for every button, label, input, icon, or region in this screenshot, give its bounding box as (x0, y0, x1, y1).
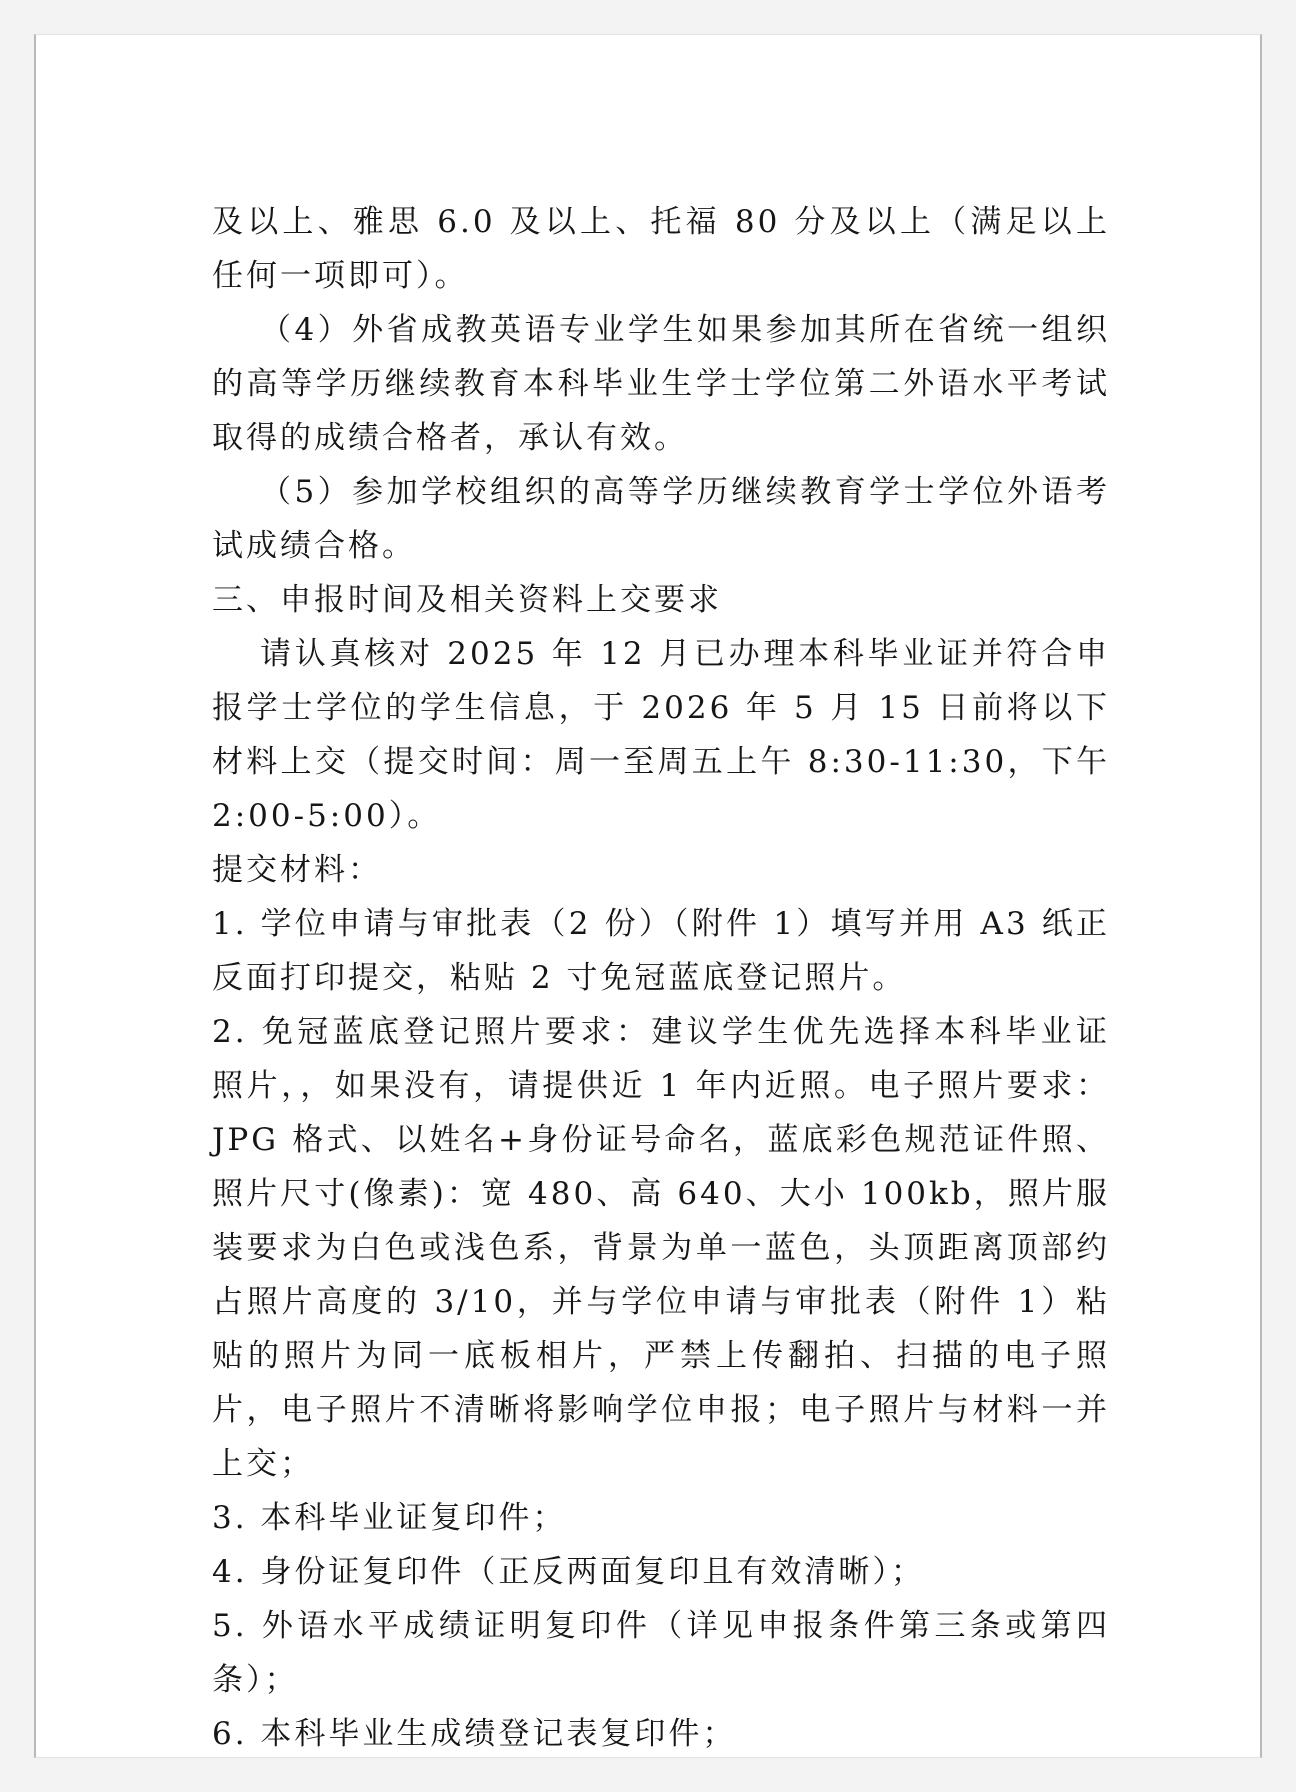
paragraph-language-scores: 及以上、雅思 6.0 及以上、托福 80 分及以上（满足以上任何一项即可）。 (212, 204, 1110, 294)
paragraph-item-4: （4）外省成教英语专业学生如果参加其所在省统一组织的高等学历继续教育本科毕业生学士学位第二外语水平考试取得的成绩合格者，承认有效。 (212, 312, 1110, 456)
document-body (212, 195, 1110, 1761)
list-item-material-2: 2. 免冠蓝底登记照片要求：建议学生优先选择本科毕业证照片，，如果没有，请提供近 1 年内近照。电子照片要求：JPG 格式、以姓名+身份证号命名，蓝底彩色规范证件照、照片尺寸(像素)：宽 480、高 640、大小 100kb，照片服装要求为白色或浅色系，背景为单一蓝色，头顶距离顶部约占照片高度的 3/10，并与学位申请与审批表（附件 1）粘贴的照片为同一底板相片，严禁上传翻拍、扫描的电子照片，电子照片不清晰将影响学位申报；电子照片与材料一并上交； (212, 1014, 1110, 1482)
list-item-material-3: 3. 本科毕业证复印件； (212, 1500, 567, 1536)
document-page (34, 34, 1262, 1758)
section-heading-3: 三、申报时间及相关资料上交要求 (212, 582, 722, 618)
paragraph-submission-time: 请认真核对 2025 年 12 月已办理本科毕业证并符合申报学士学位的学生信息，于 2026 年 5 月 15 日前将以下材料上交（提交时间：周一至周五上午 8:30-11:30，下午 2:00-5:00）。 (212, 636, 1110, 834)
list-item-material-1: 1. 学位申请与审批表（2 份）（附件 1）填写并用 A3 纸正反面打印提交，粘贴 2 寸免冠蓝底登记照片。 (212, 906, 1110, 996)
list-item-material-4: 4. 身份证复印件（正反两面复印且有效清晰）； (212, 1554, 925, 1590)
paragraph-materials-heading: 提交材料： (212, 852, 382, 888)
list-item-material-6: 6. 本科毕业生成绩登记表复印件； (212, 1716, 737, 1752)
list-item-material-5: 5. 外语水平成绩证明复印件（详见申报条件第三条或第四条）； (212, 1608, 1110, 1698)
paragraph-item-5: （5）参加学校组织的高等学历继续教育学士学位外语考试成绩合格。 (212, 474, 1110, 564)
